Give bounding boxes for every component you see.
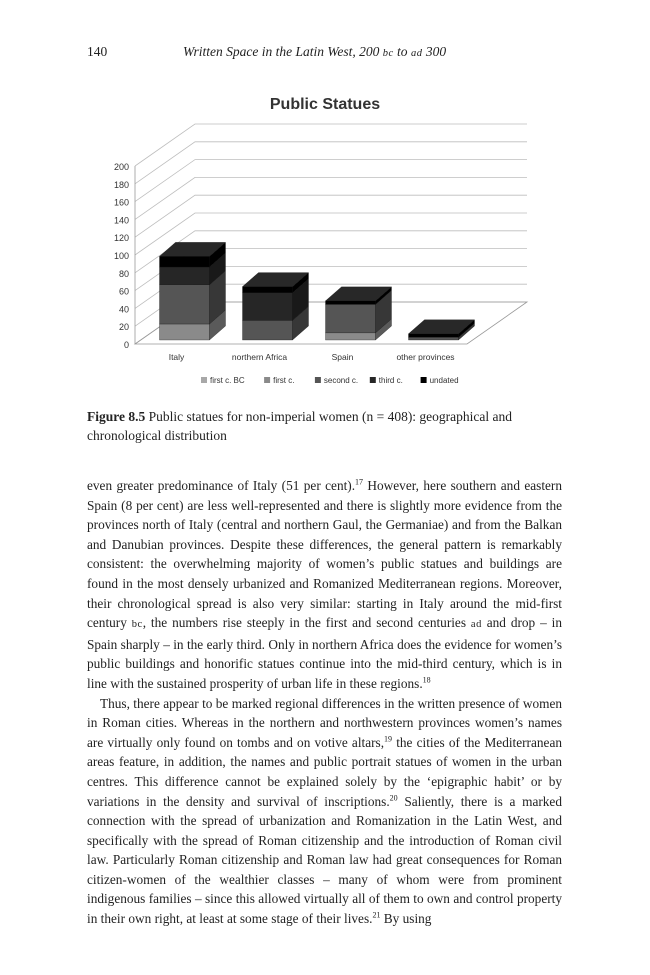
x-tick-label: Spain <box>331 352 354 362</box>
era-abbrev: ad <box>470 619 482 631</box>
body-text <box>87 476 562 929</box>
footnote-ref: 21 <box>372 910 381 920</box>
bar-segment <box>409 334 459 338</box>
bar-segment <box>326 333 376 340</box>
bar-segment <box>326 304 376 332</box>
bar-segment <box>160 267 210 285</box>
bar-segment <box>409 337 459 340</box>
y-tick-label: 180 <box>113 179 129 190</box>
x-tick-label: Italy <box>168 352 185 362</box>
bar-segment <box>243 293 293 321</box>
text-run: the cities of the Mediterranean areas feature, in addition, the names and public portrait statues of women in the urban centres. This difference cannot be explained solely by the ‘epigraphic habit’ or by variations in the density and survival of inscriptions. <box>87 734 562 809</box>
running-header <box>87 44 567 64</box>
footnote-ref: 19 <box>384 734 393 744</box>
running-title-era: bc <box>382 48 394 59</box>
running-title-era: ad <box>410 48 423 59</box>
running-title-part: 300 <box>422 44 447 59</box>
chart-title: Public Statues <box>269 96 381 113</box>
text-run: and drop – in Spain sharply – in the early third. Only in northern Africa does the evidence for women’s public buildings and honorific statues continue into the mid-third century, which is in line with the sustained prosperity of urban life in these regions. <box>87 615 562 691</box>
y-tick-label: 100 <box>113 251 129 261</box>
figure-label: Figure 8.5 <box>87 409 146 424</box>
figure-caption <box>87 407 557 445</box>
bar-segment <box>160 324 210 340</box>
figure-caption-text: Public statues for non-imperial women (n = 408): geographical and chronological distribution <box>87 409 513 443</box>
bar-segment <box>243 320 293 340</box>
y-tick-label: 160 <box>113 197 129 208</box>
text-run: However, here southern and eastern Spain (8 per cent) are less well-represented and there is slightly more evidence from the provinces north of Italy (central and northern Gaul, the Germaniae) and from the Balkan and Danubian provinces. Despite these differences, the general pattern is remarkably consistent: the overwhelming majority of women’s public statues and buildings are found in the most densely urbanized and Romanized Mediterranean regions. Moreover, their chronological spread is also very similar: starting in Italy around the mid-first century <box>87 478 563 631</box>
text-run: Thus, there appear to be marked regional differences in the written presence of women in Roman cities. Whereas in the northern and northwestern provinces women’s names are virtually only found on tombs and on votive altars, <box>87 695 562 750</box>
text-run: Saliently, there is a marked connection with the spread of urbanization and Romanization in the Latin West, and specifically with the spread of Roman citizenship and the introduction of Roman civil law. Particularly Roman citizenship and Roman law had great consequences for Roman citizen-women of the wealthier classes – many of whom were from prominent indigenous families – since this allowed virtually all of them to own and control property in their own right, at least at some stage of their lives. <box>87 793 562 927</box>
legend-label: first c. <box>273 376 295 385</box>
x-tick-label: other provinces <box>396 352 455 362</box>
legend-swatch <box>201 377 207 383</box>
bar-segment <box>326 301 376 305</box>
y-tick-label: 0 <box>123 340 129 350</box>
running-title <box>183 44 446 60</box>
running-title-part: Written Space in the Latin West, 200 <box>183 44 383 59</box>
y-tick-label: 60 <box>118 286 129 297</box>
text-run: , the numbers rise steeply in the first and second centuries <box>142 615 471 631</box>
paragraph <box>87 694 562 929</box>
text-run: even greater predominance of Italy (51 per cent). <box>87 478 356 493</box>
y-tick-label: 120 <box>113 233 129 244</box>
legend-label: third c. <box>378 376 403 385</box>
y-tick-label: 140 <box>113 215 129 226</box>
bar-segment <box>243 287 293 293</box>
footnote-ref: 18 <box>422 675 431 685</box>
legend-label: undated <box>429 376 459 385</box>
figure-chart <box>105 90 545 410</box>
page-number: 140 <box>87 44 108 59</box>
bar-segment <box>160 256 210 267</box>
legend-swatch <box>315 377 321 383</box>
legend-swatch <box>421 377 427 383</box>
footnote-ref: 20 <box>389 793 398 803</box>
text-run: By using <box>380 911 432 927</box>
legend-swatch <box>264 377 270 383</box>
paragraph <box>87 476 562 694</box>
y-tick-label: 80 <box>118 268 129 279</box>
y-tick-label: 20 <box>118 322 129 333</box>
running-title-part: to <box>393 44 411 59</box>
bar-segment <box>160 285 210 324</box>
legend-label: first c. BC <box>210 376 245 385</box>
era-abbrev: bc <box>131 619 143 631</box>
y-tick-label: 40 <box>118 304 129 315</box>
legend-label: second c. <box>323 376 359 385</box>
y-tick-label: 200 <box>113 162 129 172</box>
footnote-ref: 17 <box>355 477 364 487</box>
legend-swatch <box>370 377 376 383</box>
chart-svg <box>105 90 545 410</box>
x-tick-label: northern Africa <box>231 352 288 362</box>
